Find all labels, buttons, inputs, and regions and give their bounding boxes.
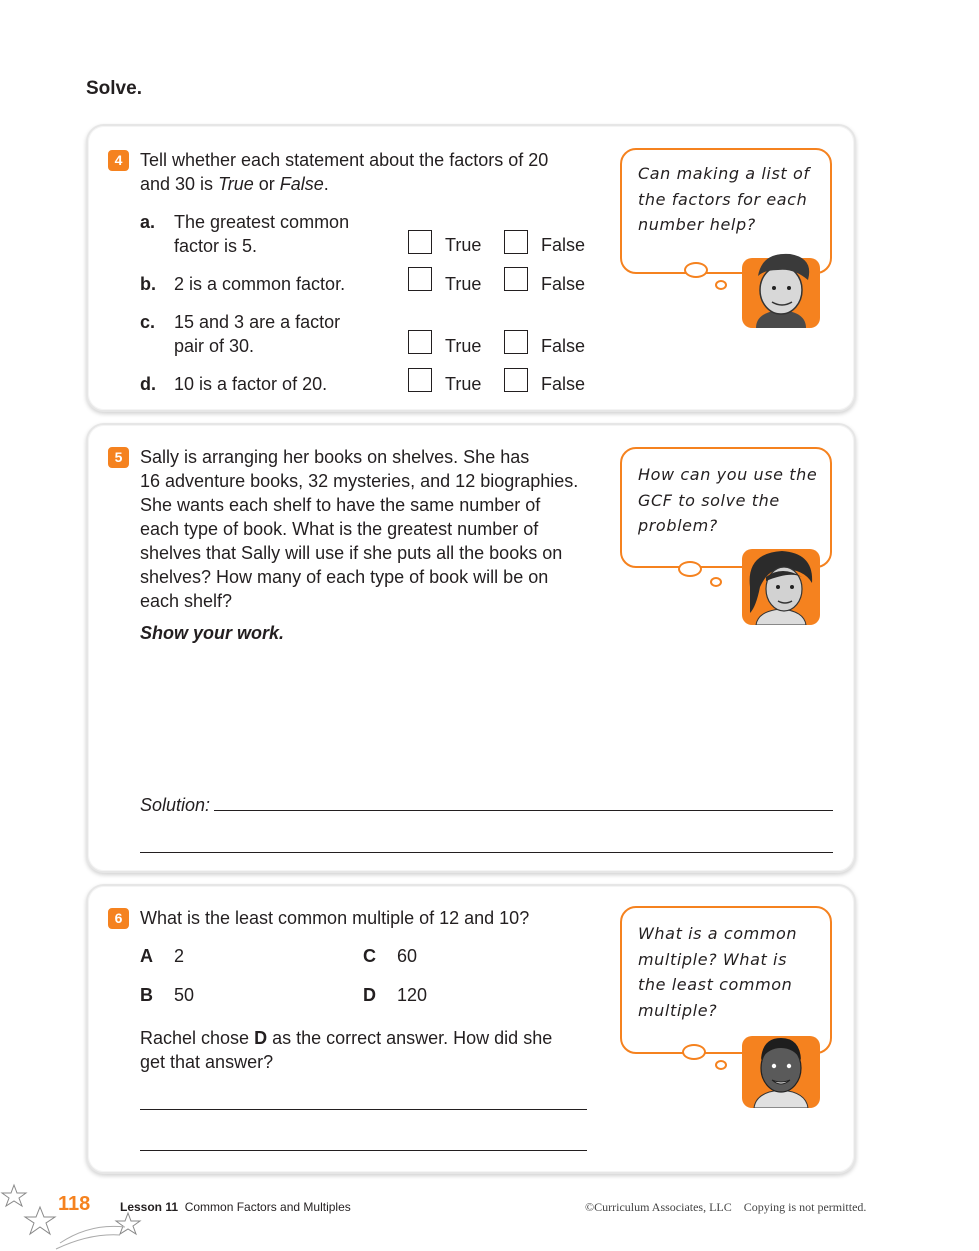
true-label: True <box>445 374 482 394</box>
lesson-title: Lesson 11 Common Factors and Multiples <box>120 1200 351 1214</box>
part-statement: 15 and 3 are a factor pair of 30. <box>174 312 341 356</box>
false-label: False <box>541 274 586 294</box>
false-label: False <box>541 374 586 394</box>
solution-label: Solution: <box>140 795 211 815</box>
thought-circle-large <box>684 262 708 278</box>
part-statement: 2 is a common factor. <box>174 274 346 294</box>
part-letter: a. <box>140 212 156 232</box>
part-c-false-checkbox[interactable] <box>504 330 528 354</box>
choice-letter[interactable]: C <box>363 946 376 966</box>
part-b-true-checkbox[interactable] <box>408 267 432 291</box>
true-label: True <box>445 274 482 294</box>
question-6-prompt: What is the least common multiple of 12 and 10? <box>140 908 530 928</box>
question-number-badge: 4 <box>108 150 129 171</box>
choice-text[interactable]: 2 <box>174 946 185 966</box>
question-4-prompt: Tell whether each statement about the factors of 20 and 30 is True or False. <box>140 150 549 194</box>
part-statement: The greatest common factor is 5. <box>174 212 350 256</box>
part-letter: b. <box>140 274 156 294</box>
question-number-badge: 6 <box>108 908 129 929</box>
question-5-card <box>86 423 856 873</box>
question-6-card <box>86 884 856 1174</box>
question-5-prompt: Sally is arranging her books on shelves. She has 16 adventure books, 32 mysteries, and 12 biographies. She wants each shelf to have the same number of each type of book. What is the greatest number of shelves that Sally will use if she puts all the books on shelves? How many of each type of book will be on each shelf? <box>140 447 579 611</box>
part-letter: d. <box>140 374 156 394</box>
hint-text: How can you use the GCF to solve the problem? <box>638 465 818 535</box>
copyright-notice: ©Curriculum Associates, LLC Copying is not permitted. <box>585 1200 867 1214</box>
part-b-false-checkbox[interactable] <box>504 267 528 291</box>
hint-text: Can making a list of the factors for each number help? <box>638 164 810 234</box>
choice-text[interactable]: 50 <box>174 985 195 1005</box>
solution-answer-line-2[interactable] <box>140 852 833 853</box>
student-avatar-girl-icon <box>742 547 820 625</box>
false-label: False <box>541 235 586 255</box>
thought-circle-large <box>678 561 702 577</box>
true-label: True <box>445 336 482 356</box>
show-work-label: Show your work. <box>140 623 285 643</box>
part-d-false-checkbox[interactable] <box>504 368 528 392</box>
part-a-true-checkbox[interactable] <box>408 230 432 254</box>
answer-line[interactable] <box>140 1109 587 1110</box>
part-c-true-checkbox[interactable] <box>408 330 432 354</box>
solution-answer-line[interactable] <box>214 810 833 811</box>
true-label: True <box>445 235 482 255</box>
section-heading: Solve. <box>86 78 142 99</box>
part-a-false-checkbox[interactable] <box>504 230 528 254</box>
choice-letter[interactable]: B <box>140 985 153 1005</box>
false-label: False <box>541 336 586 356</box>
part-statement: 10 is a factor of 20. <box>174 374 328 394</box>
question-number-badge: 5 <box>108 447 129 468</box>
thought-circle-small <box>715 1060 727 1070</box>
thought-circle-small <box>710 577 722 587</box>
choice-text[interactable]: 60 <box>397 946 418 966</box>
answer-line[interactable] <box>140 1150 587 1151</box>
thought-circle-small <box>715 280 727 290</box>
part-letter: c. <box>140 312 156 332</box>
part-d-true-checkbox[interactable] <box>408 368 432 392</box>
hint-text: What is a common multiple? What is the least common multiple? <box>638 924 798 1020</box>
student-avatar-boy-icon <box>742 1030 820 1108</box>
choice-text[interactable]: 120 <box>397 985 428 1005</box>
followup-question: Rachel chose D as the correct answer. How did she get that answer? <box>140 1028 553 1072</box>
page-number: 118 <box>58 1193 91 1215</box>
choice-letter[interactable]: A <box>140 946 153 966</box>
choice-letter[interactable]: D <box>363 985 376 1005</box>
question-4-card <box>86 124 856 412</box>
thought-circle-large <box>682 1044 706 1060</box>
student-avatar-boy-cap-icon <box>742 250 820 328</box>
